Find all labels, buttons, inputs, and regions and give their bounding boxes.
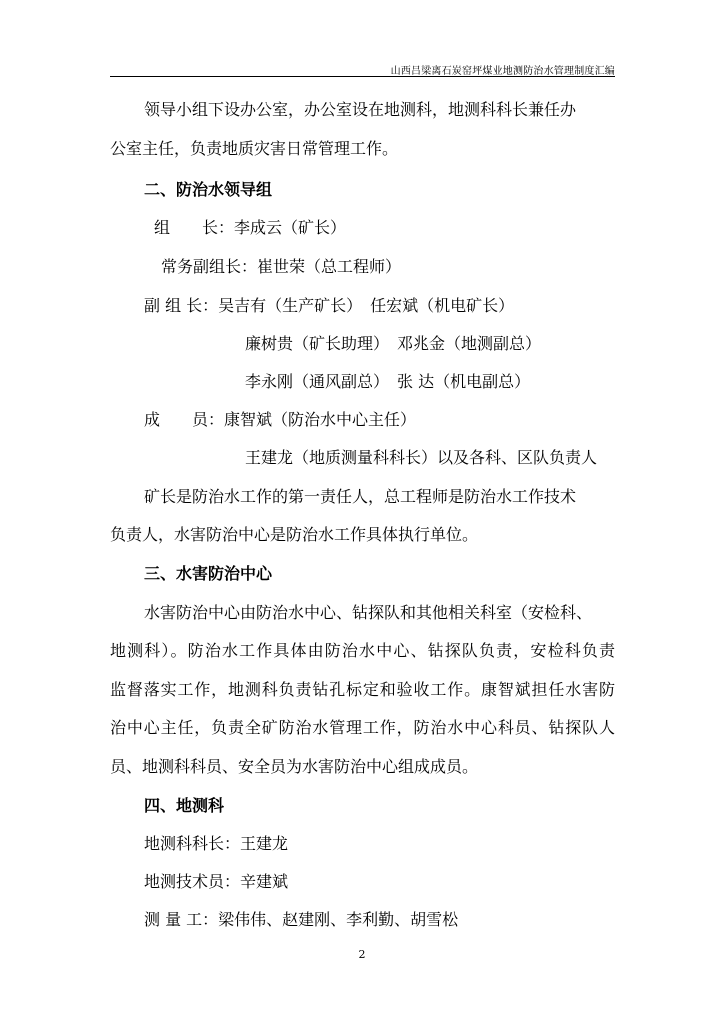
- paragraph-line: 监督落实工作，地测科负责钻孔标定和验收工作。康智斌担任水害防: [110, 680, 615, 699]
- member-line: 王建龙（地质测量科科长）以及各科、区队负责人: [245, 448, 598, 467]
- page-number: 2: [358, 948, 366, 961]
- section-heading: 三、水害防治中心: [144, 564, 273, 583]
- section-heading: 四、地测科: [144, 796, 225, 815]
- deputy-line: 廉树贵（矿长助理） 邓兆金（地测副总）: [245, 334, 542, 353]
- member-line: 成 员：康智斌（防治水中心主任）: [144, 410, 417, 429]
- paragraph-line: 水害防治中心由防治水中心、钻探队和其他相关科室（安检科、: [144, 603, 593, 622]
- deputy-line: 李永刚（通风副总） 张 达（机电副总）: [245, 372, 531, 391]
- paragraph-line: 治中心主任，负责全矿防治水管理工作，防治水中心科员、钻探队人: [110, 718, 615, 737]
- paragraph-line: 负责人，水害防治中心是防治水工作具体执行单位。: [110, 525, 479, 544]
- paragraph-line: 领导小组下设办公室，办公室设在地测科，地测科科长兼任办: [144, 100, 577, 119]
- survey-chief-line: 地测科科长：王建龙: [144, 834, 289, 853]
- survey-tech-line: 地测技术员：辛建斌: [144, 872, 289, 891]
- section-heading: 二、防治水领导组: [144, 180, 273, 199]
- paragraph-line: 地测科）。防治水工作具体由防治水中心、钻探队负责，安检科负责: [110, 641, 615, 660]
- paragraph-line: 员、地测科科员、安全员为水害防治中心组成成员。: [110, 757, 479, 776]
- running-header: 山西吕梁离石炭窑坪煤业地测防治水管理制度汇编: [390, 66, 615, 77]
- deputy-line: 副 组 长：吴吉有（生产矿长） 任宏斌（机电矿长）: [144, 296, 515, 315]
- paragraph-line: 公室主任，负责地质灾害日常管理工作。: [110, 139, 399, 158]
- header-rule: [110, 76, 615, 77]
- leader-line: 组 长：李成云（矿长）: [154, 218, 347, 237]
- paragraph-line: 矿长是防治水工作的第一责任人，总工程师是防治水工作技术: [144, 487, 577, 506]
- surveyors-line: 测 量 工：梁伟伟、赵建刚、李利勤、胡雪松: [144, 910, 459, 929]
- exec-deputy-line: 常务副组长：崔世荣（总工程师）: [161, 257, 402, 276]
